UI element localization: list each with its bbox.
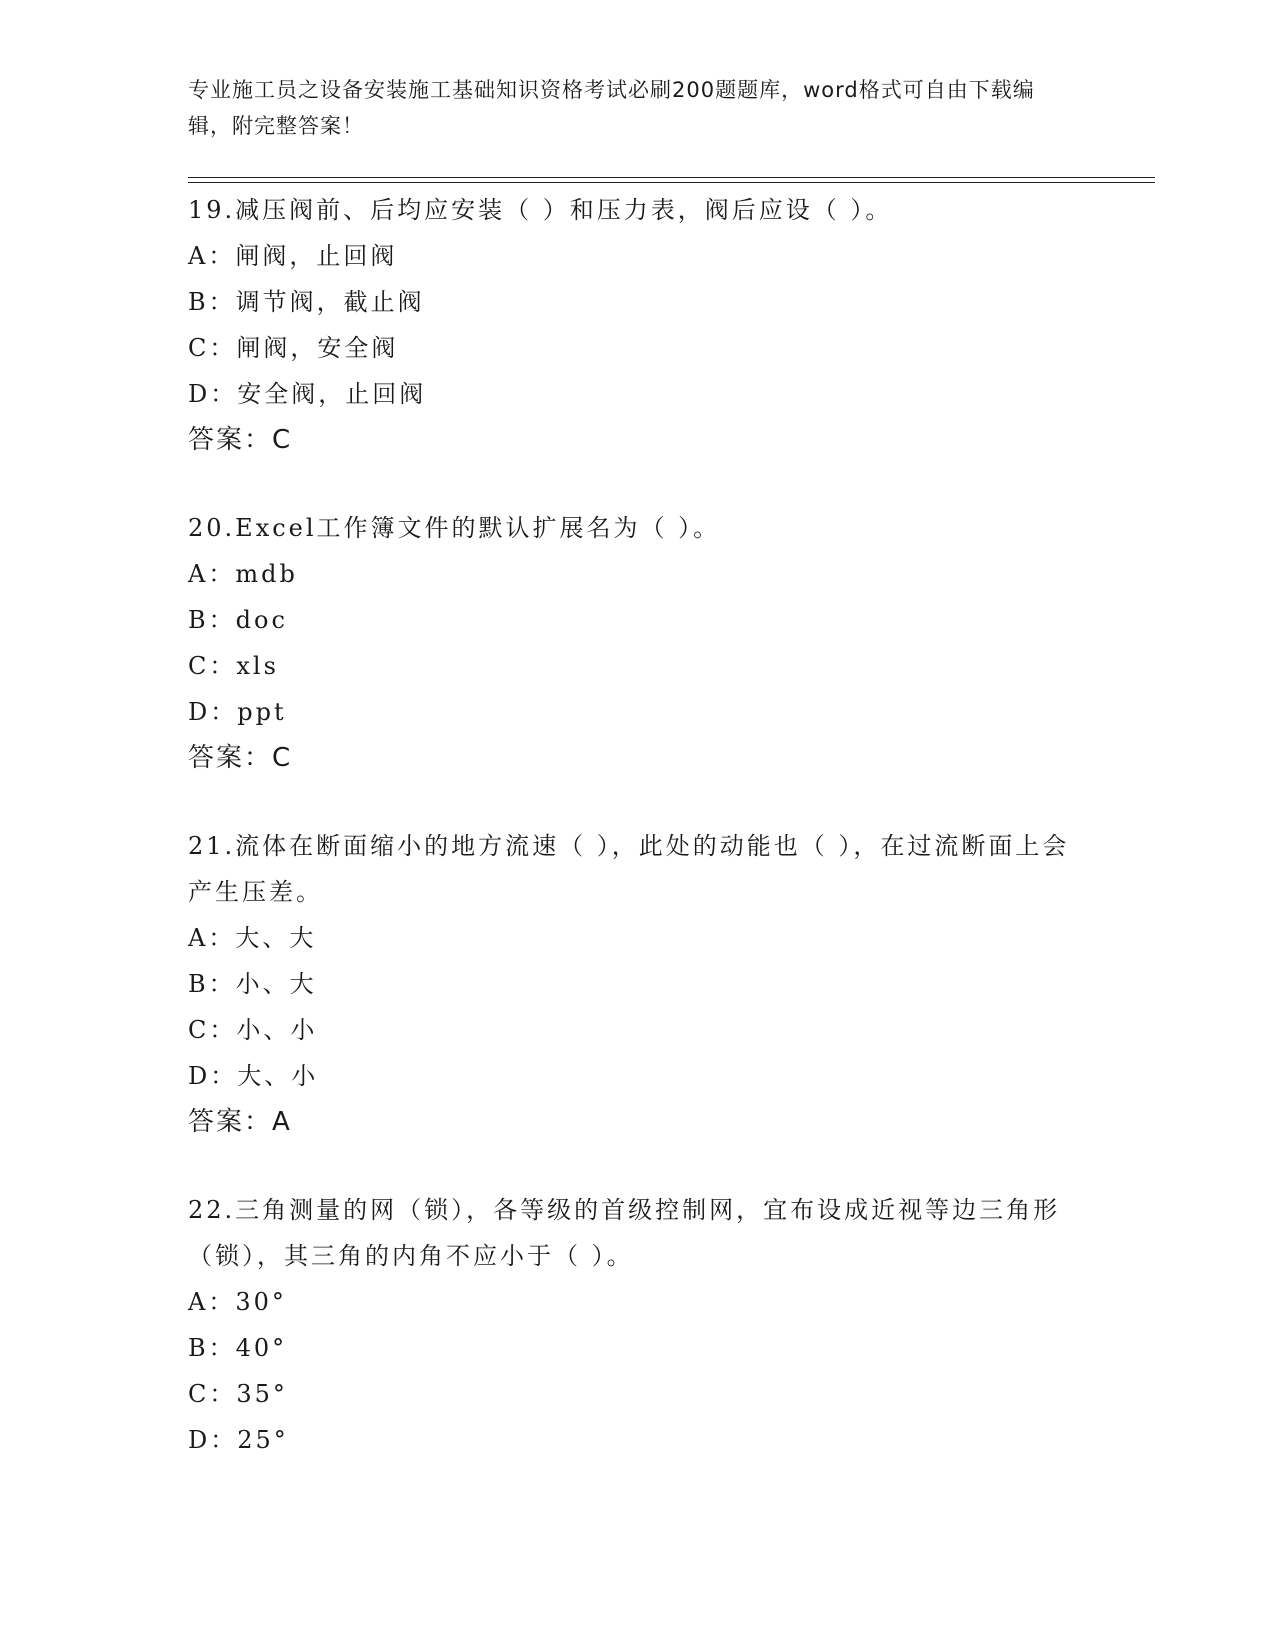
option-d: D：ppt (188, 698, 287, 726)
question-stem: 19.减压阀前、后均应安装（ ）和压力表，阀后应设（ ）。 (188, 196, 893, 224)
option-b: B：doc (188, 606, 288, 634)
header-divider-bottom (188, 182, 1155, 183)
option-c: C：35° (188, 1380, 288, 1408)
answer-line: 答案：C (188, 743, 293, 773)
document-header: 专业施工员之设备安装施工基础知识资格考试必刷200题题库，word格式可自由下载编辑，附完整答案！ (188, 78, 1035, 138)
question-19 (188, 187, 1088, 463)
option-a: A：30° (188, 1288, 287, 1316)
option-a: A：闸阀，止回阀 (188, 242, 398, 270)
option-a: A：mdb (188, 560, 298, 588)
question-20 (188, 505, 1088, 781)
answer-line: 答案：A (188, 1107, 292, 1137)
question-stem: 21.流体在断面缩小的地方流速（ ），此处的动能也（ ），在过流断面上会产生压差。 (188, 832, 1070, 906)
option-d: D：25° (188, 1426, 289, 1454)
option-b: B：调节阀，截止阀 (188, 288, 425, 316)
option-c: C：闸阀，安全阀 (188, 334, 399, 362)
option-c: C：xls (188, 652, 279, 680)
answer-line: 答案：C (188, 425, 293, 455)
option-a: A：大、大 (188, 924, 317, 952)
option-c: C：小、小 (188, 1016, 318, 1044)
option-b: B：40° (188, 1334, 288, 1362)
question-21 (188, 823, 1088, 1145)
option-b: B：小、大 (188, 970, 317, 998)
question-stem: 22.三角测量的网（锁），各等级的首级控制网，宜布设成近视等边三角形（锁），其三角的内角不应小于（ ）。 (188, 1196, 1061, 1270)
question-list (188, 187, 1088, 1463)
question-stem: 20.Excel工作簿文件的默认扩展名为（ ）。 (188, 514, 721, 542)
header-divider-top (188, 177, 1155, 178)
question-22 (188, 1187, 1088, 1463)
option-d: D：大、小 (188, 1062, 319, 1090)
option-d: D：安全阀，止回阀 (188, 380, 427, 408)
